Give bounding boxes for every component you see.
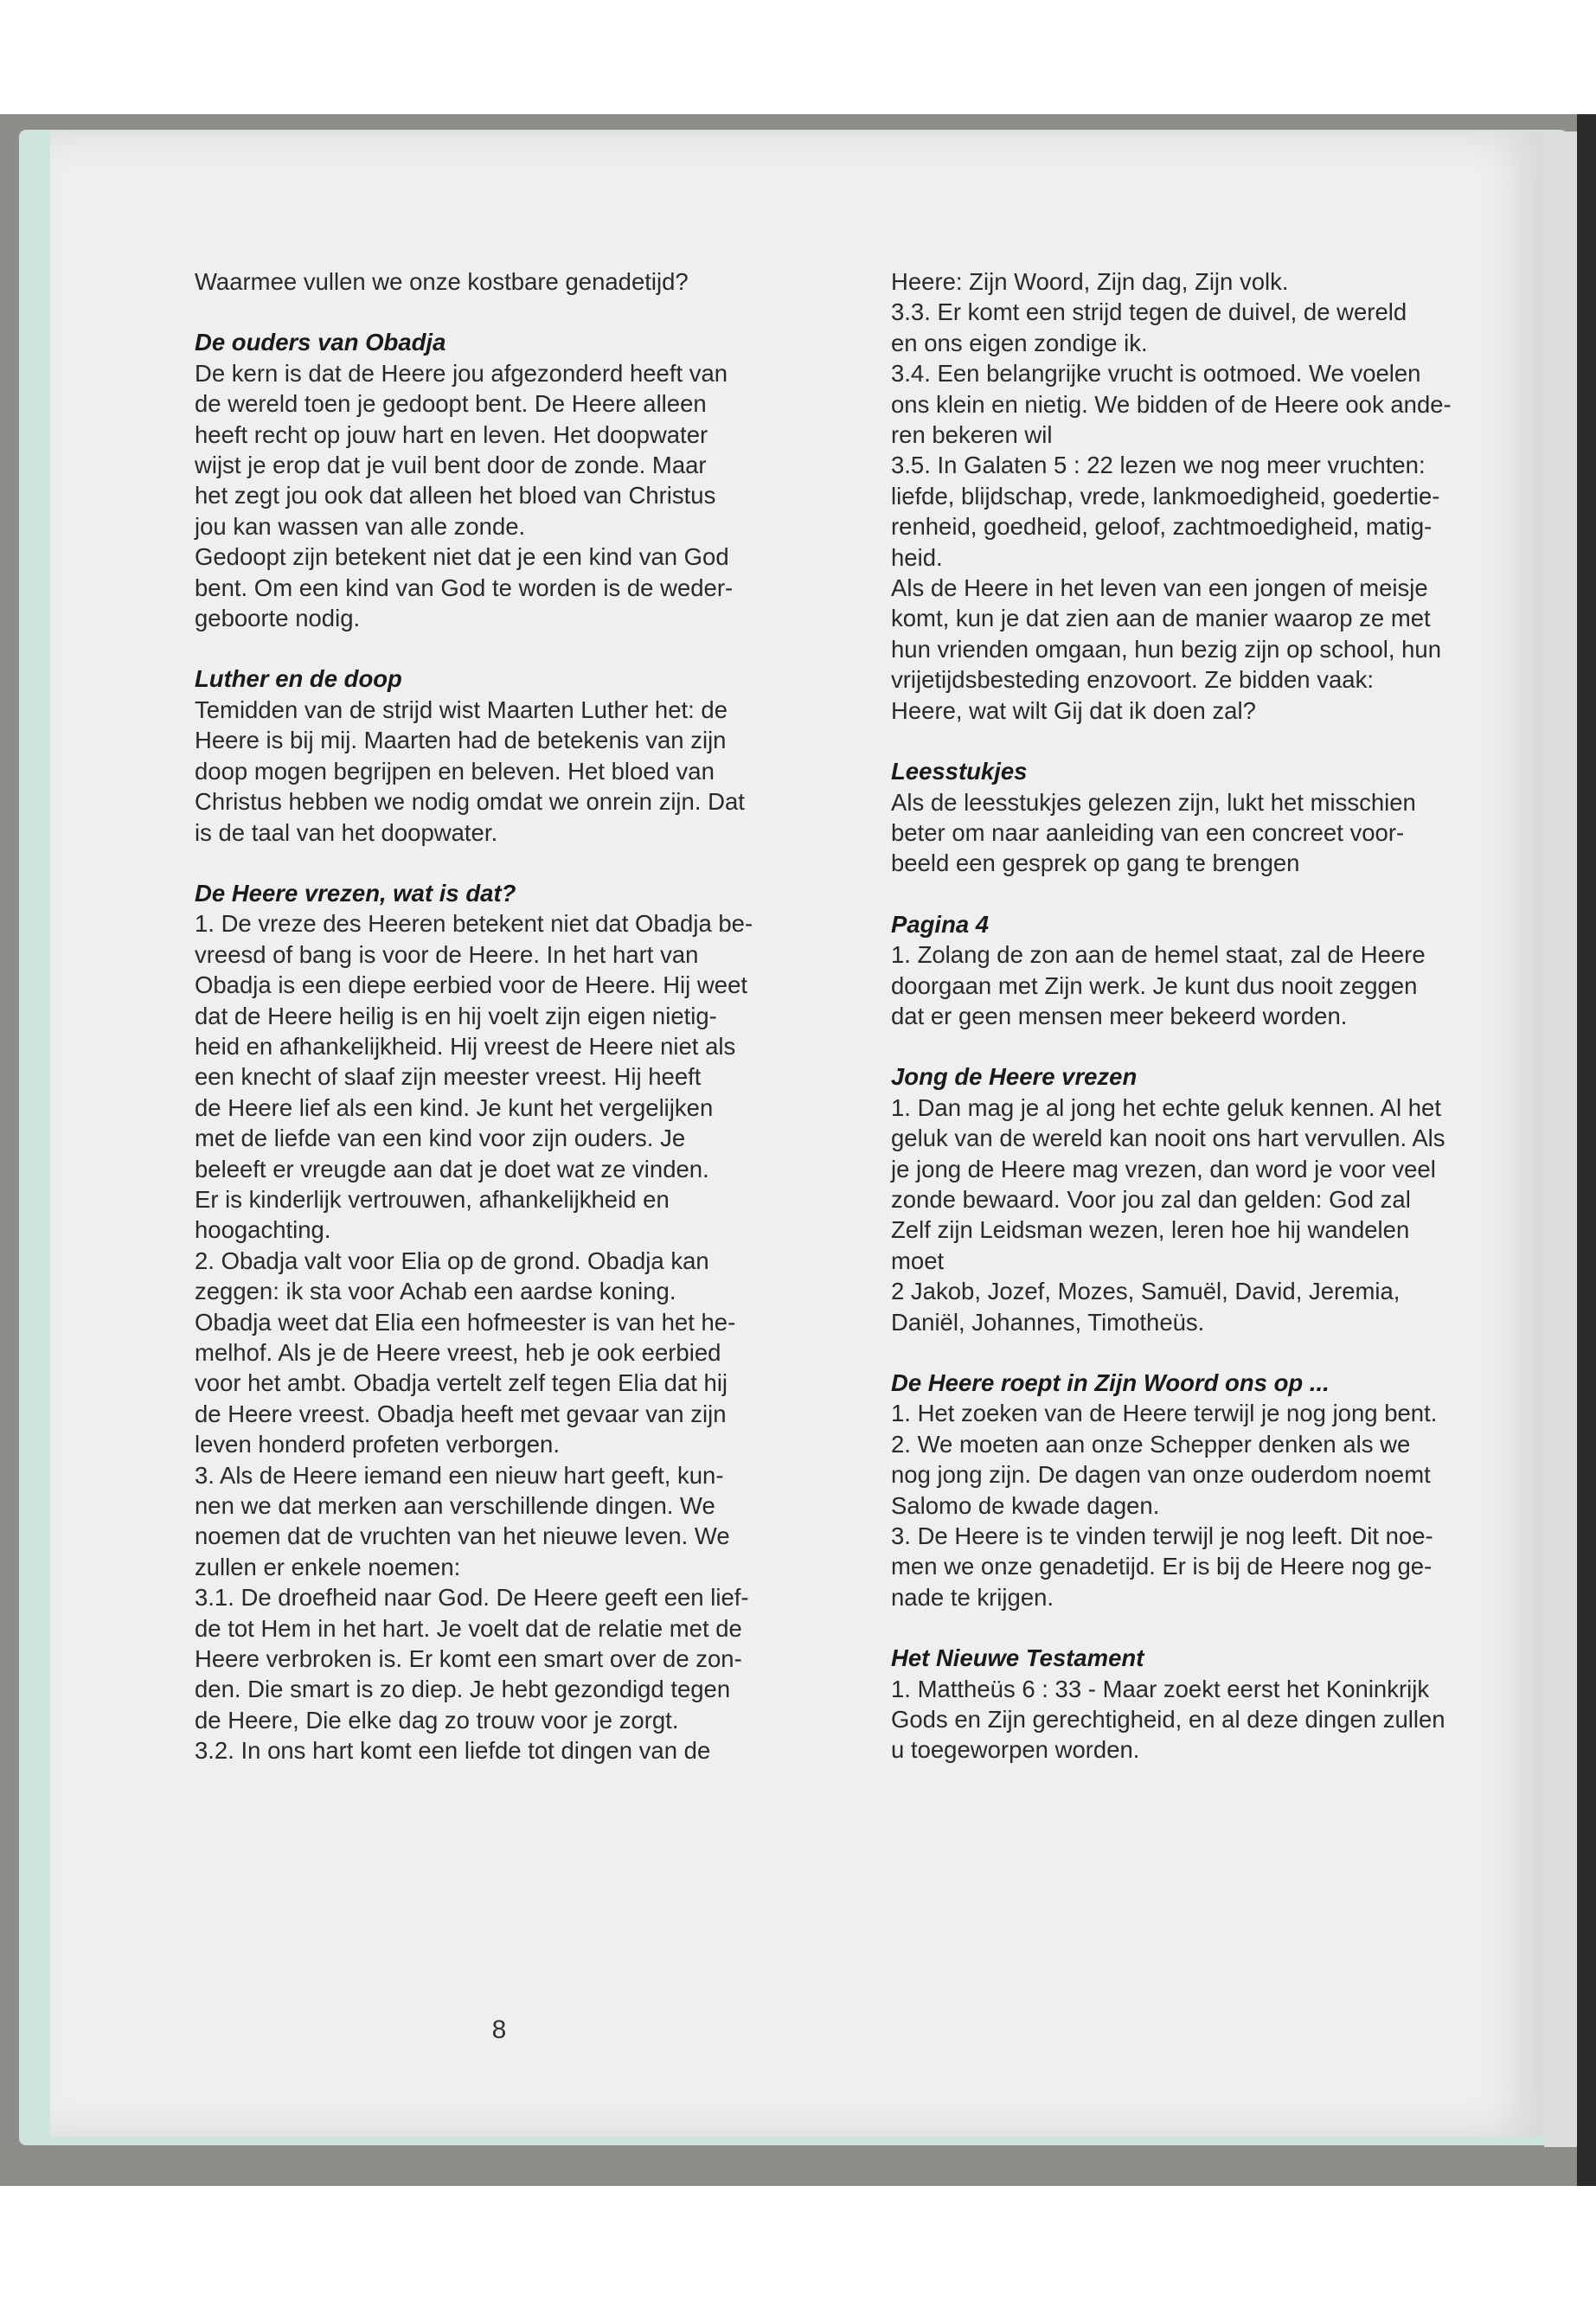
text-line: en ons eigen zondige ik. bbox=[891, 329, 1148, 356]
text-line: komt, kun je dat zien aan de manier waarop ze met bbox=[891, 605, 1431, 632]
text-line: melhof. Als je de Heere vreest, heb je ook eerbied bbox=[195, 1339, 721, 1366]
text-line: 3.1. De droefheid naar God. De Heere geeft een lief- bbox=[195, 1584, 749, 1612]
text-line: heid. bbox=[891, 543, 943, 571]
text-line: 2 Jakob, Jozef, Mozes, Samuël, David, Jeremia, bbox=[891, 1278, 1401, 1305]
text-line: wijst je erop dat je vuil bent door de zonde. Maar bbox=[195, 452, 707, 479]
section-heading: Jong de Heere vrezen bbox=[891, 1063, 1138, 1091]
text-line: vrijetijdsbesteding enzovoort. Ze bidden vaak: bbox=[891, 666, 1374, 694]
text-line: geboorte nodig. bbox=[195, 605, 361, 632]
text-line: beter om naar aanleiding van een concreet voor- bbox=[891, 818, 1405, 846]
text-paragraph bbox=[195, 266, 800, 297]
text-line: ren bekeren wil bbox=[891, 421, 1053, 449]
text-line: Als de leesstukjes gelezen zijn, lukt het misschien bbox=[891, 788, 1416, 816]
text-line: renheid, goedheid, geloof, zachtmoedigheid, matig- bbox=[891, 513, 1433, 541]
text-line: 3.5. In Galaten 5 : 22 lezen we nog meer vruchten: bbox=[891, 452, 1426, 479]
text-line: vreesd of bang is voor de Heere. In het hart van bbox=[195, 940, 699, 968]
text-line: Waarmee vullen we onze kostbare genadetijd? bbox=[195, 268, 689, 295]
text-line: 3. Als de Heere iemand een nieuw hart geeft, kun- bbox=[195, 1461, 724, 1489]
text-line: Obadja weet dat Elia een hofmeester is van het he- bbox=[195, 1308, 736, 1336]
text-line: Heere is bij mij. Maarten had de betekenis van zijn bbox=[195, 727, 727, 754]
text-line: dat er geen mensen meer bekeerd worden. bbox=[891, 1002, 1348, 1029]
text-line: de Heere lief als een kind. Je kunt het vergelijken bbox=[195, 1093, 714, 1121]
text-line: hoogachting. bbox=[195, 1216, 331, 1244]
text-line: nog jong zijn. De dagen van onze ouderdom noemt bbox=[891, 1461, 1431, 1489]
text-line: het zegt jou ook dat alleen het bloed van Christus bbox=[195, 482, 716, 510]
text-line: bent. Om een kind van God te worden is de weder- bbox=[195, 574, 734, 601]
text-line: 3.4. Een belangrijke vrucht is ootmoed. We voelen bbox=[891, 360, 1421, 388]
text-line: de wereld toen je gedoopt bent. De Heere alleen bbox=[195, 390, 707, 418]
text-paragraph bbox=[891, 1398, 1497, 1612]
text-line: nade te krijgen. bbox=[891, 1583, 1054, 1611]
text-line: 1. De vreze des Heeren betekent niet dat Obadja be- bbox=[195, 910, 753, 938]
text-line: Christus hebben we nodig omdat we onrein zijn. Dat bbox=[195, 788, 745, 816]
text-line: beleeft er vreugde aan dat je doet wat ze vinden. bbox=[195, 1155, 709, 1183]
text-line: Temidden van de strijd wist Maarten Luther het: de bbox=[195, 695, 728, 723]
text-paragraph bbox=[195, 695, 800, 848]
text-line: heeft recht op jouw hart en leven. Het doopwater bbox=[195, 420, 708, 448]
text-line: heid en afhankelijkheid. Hij vreest de Heere niet als bbox=[195, 1032, 736, 1060]
text-line: De kern is dat de Heere jou afgezonderd heeft van bbox=[195, 359, 728, 387]
right-text-column bbox=[891, 266, 1497, 1766]
text-line: 2. We moeten aan onze Schepper denken als we bbox=[891, 1430, 1411, 1458]
text-line: jou kan wassen van alle zonde. bbox=[195, 512, 526, 540]
text-line: Salomo de kwade dagen. bbox=[891, 1491, 1160, 1519]
text-line: voor het ambt. Obadja vertelt zelf tegen Elia dat hij bbox=[195, 1369, 728, 1397]
text-line: beeld een gesprek op gang te brengen bbox=[891, 849, 1300, 877]
text-line: den. Die smart is zo diep. Je hebt gezondigd tegen bbox=[195, 1676, 731, 1703]
text-line: Daniël, Johannes, Timotheüs. bbox=[891, 1308, 1205, 1336]
text-line: 3. De Heere is te vinden terwijl je nog leeft. Dit noe- bbox=[891, 1522, 1433, 1550]
text-line: Gods en Zijn gerechtigheid, en al deze dingen zullen bbox=[891, 1706, 1445, 1734]
section-heading: Het Nieuwe Testament bbox=[891, 1644, 1144, 1672]
text-line: zonde bewaard. Voor jou zal dan gelden: God zal bbox=[891, 1185, 1411, 1213]
section-heading: Leesstukjes bbox=[891, 758, 1028, 785]
text-paragraph bbox=[195, 358, 800, 634]
text-paragraph bbox=[891, 939, 1497, 1031]
text-line: doorgaan met Zijn werk. Je kunt dus nooit zeggen bbox=[891, 971, 1418, 999]
text-line: Heere, wat wilt Gij dat ik doen zal? bbox=[891, 696, 1256, 724]
text-line: 1. Dan mag je al jong het echte geluk kennen. Al het bbox=[891, 1093, 1441, 1121]
text-line: men we onze genadetijd. Er is bij de Heere nog ge- bbox=[891, 1553, 1433, 1580]
text-line: zullen er enkele noemen: bbox=[195, 1553, 461, 1580]
text-line: doop mogen begrijpen en beleven. Het bloed van bbox=[195, 757, 715, 785]
text-line: 1. Mattheüs 6 : 33 - Maar zoekt eerst het Koninkrijk bbox=[891, 1675, 1430, 1702]
next-page-edge bbox=[1544, 131, 1577, 2147]
text-line: 2. Obadja valt voor Elia op de grond. Obadja kan bbox=[195, 1247, 709, 1274]
text-line: noemen dat de vruchten van het nieuwe leven. We bbox=[195, 1522, 730, 1550]
section-heading: De Heere vrezen, wat is dat? bbox=[195, 879, 516, 907]
text-line: liefde, blijdschap, vrede, lankmoedigheid, goedertie- bbox=[891, 482, 1440, 510]
text-line: Heere: Zijn Woord, Zijn dag, Zijn volk. bbox=[891, 268, 1289, 295]
text-line: Gedoopt zijn betekent niet dat je een kind van God bbox=[195, 543, 729, 571]
text-line: 1. Zolang de zon aan de hemel staat, zal de Heere bbox=[891, 941, 1426, 969]
text-paragraph bbox=[195, 908, 800, 1766]
text-line: Er is kinderlijk vertrouwen, afhankelijkheid en bbox=[195, 1185, 670, 1213]
text-paragraph bbox=[891, 1674, 1497, 1766]
section-heading: De ouders van Obadja bbox=[195, 329, 446, 356]
text-paragraph bbox=[891, 1093, 1497, 1337]
text-line: Als de Heere in het leven van een jongen of meisje bbox=[891, 574, 1428, 602]
text-line: u toegeworpen worden. bbox=[891, 1736, 1140, 1764]
text-line: geluk van de wereld kan nooit ons hart vervullen. Als bbox=[891, 1125, 1445, 1152]
text-line: zeggen: ik sta voor Achab een aardse koning. bbox=[195, 1278, 676, 1305]
text-line: Heere verbroken is. Er komt een smart over de zon- bbox=[195, 1645, 742, 1673]
text-line: je jong de Heere mag vrezen, dan word je voor veel bbox=[891, 1155, 1436, 1183]
section-heading: Luther en de doop bbox=[195, 665, 402, 693]
page-number: 8 bbox=[491, 2016, 507, 2044]
text-line: Obadja is een diepe eerbied voor de Heere. Hij weet bbox=[195, 971, 747, 999]
text-line: de Heere, Die elke dag zo trouw voor je zorgt. bbox=[195, 1706, 679, 1734]
text-line: 3.3. Er komt een strijd tegen de duivel, de wereld bbox=[891, 298, 1407, 326]
text-line: 3.2. In ons hart komt een liefde tot dingen van de bbox=[195, 1737, 711, 1765]
section-heading: De Heere roept in Zijn Woord ons op ... bbox=[891, 1369, 1330, 1396]
text-line: Zelf zijn Leidsman wezen, leren hoe hij wandelen bbox=[891, 1216, 1410, 1244]
text-line: moet bbox=[891, 1247, 945, 1274]
text-line: met de liefde van een kind voor zijn ouders. Je bbox=[195, 1125, 686, 1152]
text-paragraph bbox=[891, 266, 1497, 726]
text-line: een knecht of slaaf zijn meester vreest. Hij heeft bbox=[195, 1063, 702, 1091]
section-heading: Pagina 4 bbox=[891, 910, 990, 938]
text-line: dat de Heere heilig is en hij voelt zijn eigen nietig- bbox=[195, 1002, 717, 1029]
text-line: hun vrienden omgaan, hun bezig zijn op school, hun bbox=[891, 635, 1442, 663]
text-line: de Heere vreest. Obadja heeft met gevaar van zijn bbox=[195, 1400, 727, 1427]
book-binding bbox=[1577, 114, 1596, 2186]
text-line: 1. Het zoeken van de Heere terwijl je nog jong bent. bbox=[891, 1400, 1438, 1427]
text-line: nen we dat merken aan verschillende dingen. We bbox=[195, 1492, 715, 1520]
text-line: ons klein en nietig. We bidden of de Heere ook ande- bbox=[891, 390, 1452, 418]
left-text-column bbox=[195, 266, 800, 1766]
text-line: de tot Hem in het hart. Je voelt dat de relatie met de bbox=[195, 1614, 742, 1642]
text-paragraph bbox=[891, 787, 1497, 879]
text-line: leven honderd profeten verborgen. bbox=[195, 1431, 560, 1458]
text-line: is de taal van het doopwater. bbox=[195, 818, 498, 846]
